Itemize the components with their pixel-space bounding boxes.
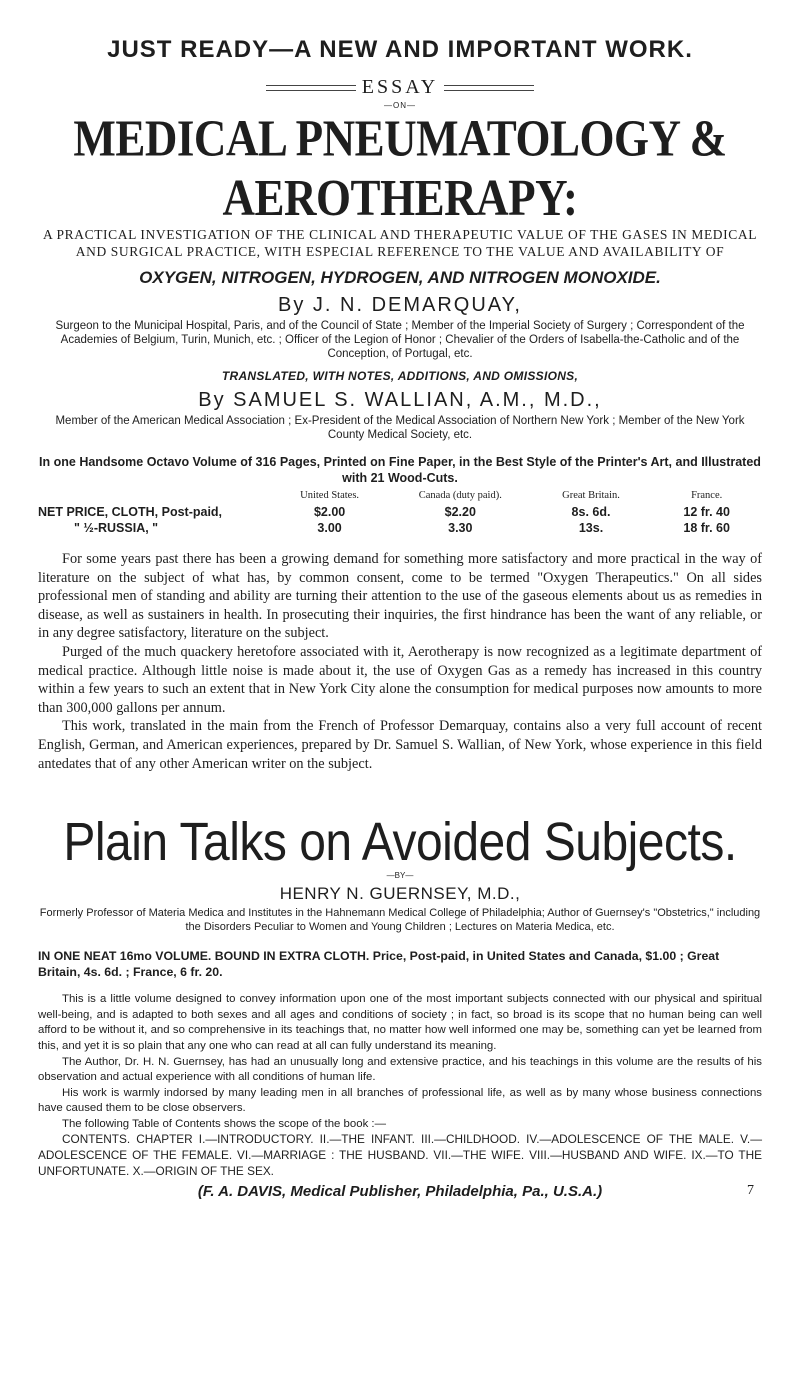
price-header: United States. [300, 490, 360, 501]
essay-label: ESSAY [361, 76, 439, 98]
footer [38, 1183, 762, 1200]
essay-heading [38, 76, 762, 99]
price-cell: $2.00 [313, 505, 346, 519]
plain-talks-volume-line: IN ONE NEAT 16mo VOLUME. BOUND IN EXTRA CLOTH. Price, Post-paid, in United States and Canada, $1.00 ; Great Britain, 4s. 6d. ; France, 6 fr. 20. [38, 949, 720, 980]
price-header-row [38, 488, 762, 504]
paragraph: Purged of the much quackery heretofore associated with it, Aerotherapy is now recognized as a legitimate department of medical practice. Although little noise is made about it, the use of Oxygen Gas as a remedy has increased in this country within a few years to such an extent that in New York City alone the consumption for medical purposes now amounts to more than 300,000 gallons per annum. [38, 643, 762, 716]
publisher-line: (F. A. DAVIS, Medical Publisher, Philadelphia, Pa., U.S.A.) [197, 1183, 603, 1201]
price-cell: $2.20 [444, 505, 476, 519]
price-table [38, 488, 762, 536]
gases-line: OXYGEN, NITROGEN, HYDROGEN, AND NITROGEN MONOXIDE. [139, 268, 661, 287]
price-row [38, 504, 762, 520]
by-label: —BY— [386, 871, 414, 881]
price-cell: 8s. 6d. [571, 505, 611, 519]
price-cell: 18 fr. 60 [683, 521, 730, 535]
essay-title: MEDICAL PNEUMATOLOGY & AEROTHERAPY: [73, 109, 727, 227]
price-cell: 3.00 [317, 521, 342, 535]
price-cell: 12 fr. 40 [683, 505, 730, 519]
translator-credentials: Member of the American Medical Association ; Ex-President of the Medical Association of Northern New York ; Member of the New York County Medical Society, etc. [55, 415, 745, 441]
essay-description [38, 550, 762, 773]
paragraph: This work, translated in the main from the French of Professor Demarquay, contains also a very full account of recent English, German, and American experiences, prepared by Dr. Samuel S. Wallian, of New York, whose experience in this field antedates that of any other American writer on the subject. [38, 718, 762, 772]
essay-subtitle: A PRACTICAL INVESTIGATION OF THE CLINICAL AND THERAPEUTIC VALUE OF THE GASES IN MEDICAL AND SURGICAL PRACTICE, WITH ESPECIAL REFERENCE TO THE VALUE AND AVAILABILITY OF [42, 227, 758, 259]
essay-author-credentials: Surgeon to the Municipal Hospital, Paris, and of the Council of State ; Member of the Imperial Society of Surgery ; Correspondent of the Academies of Belgium, Turin, Munich, etc. ; Officer of the Legion of Honor ; Chevalier of the Orders of Isabella-the-Catholic and of the Conception, of Portugal, etc. [55, 320, 745, 360]
price-cell: " ½-RUSSIA, " [74, 521, 159, 535]
plain-talks-author: HENRY N. GUERNSEY, M.D., [279, 884, 521, 904]
headline-block [38, 36, 762, 64]
plain-talks-credentials: Formerly Professor of Materia Medica and Institutes in the Hahnemann Medical College of Philadelphia; Author of Guernsey's "Obstetrics," including the Disorders Peculiar to Women and Young Children ; Lectures on Materia Medica, etc. [39, 907, 761, 933]
page-number: 7 [747, 1183, 754, 1199]
on-label: —ON— [384, 101, 416, 110]
price-header: Canada (duty paid). [418, 490, 502, 501]
table-of-contents: CONTENTS. CHAPTER I.—INTRODUCTORY. II.—THE INFANT. III.—CHILDHOOD. IV.—ADOLESCENCE OF THE MALE. V.—ADOLESCENCE OF THE FEMALE. VI.—MARRIAGE : THE HUSBAND. VII.—THE WIFE. VIII.—HUSBAND AND WIFE. IX.—TO THE UNFORTUNATE. X.—ORIGIN OF THE SEX. [38, 1132, 762, 1178]
translator: By SAMUEL S. WALLIAN, A.M., M.D., [198, 389, 602, 411]
headline: JUST READY—A NEW AND IMPORTANT WORK. [107, 36, 693, 63]
paragraph: The following Table of Contents shows the scope of the book :— [62, 1117, 386, 1130]
paragraph: His work is warmly indorsed by many leading men in all branches of professional life, as well as by many whose business connections have caused them to be close observers. [38, 1086, 762, 1115]
paragraph: The Author, Dr. H. N. Guernsey, has had an unusually long and extensive practice, and his teachings in this volume are the results of his observation and actual experience with all conditions of human life. [38, 1055, 762, 1084]
paragraph: This is a little volume designed to convey information upon one of the most important subjects connected with our physical and spiritual well-being, and is adapted to both sexes and all ages and conditions of society ; in fact, so broad is its scope that no human being can well afford to be without it, and so comprehensive in its teachings that, no matter how well informed one may be, something can yet be learned from this, and yet it is so plain that any one who can read at all can fully understand its meaning. [38, 993, 762, 1052]
price-row [38, 520, 762, 536]
essay-volume-line: In one Handsome Octavo Volume of 316 Pages, Printed on Fine Paper, in the Best Style of the Printer's Art, and Illustrated with 21 Wood-Cuts. [39, 455, 761, 485]
paragraph: For some years past there has been a growing demand for something more satisfactory and more practical in the way of literature on the subject of what has, by common consent, come to be termed "Oxygen Therapeutics." On all sides professional men of standing and ability are turning their attention to the use of the gaseous elements about us as remedies in disease, as well as sustainers in health. In prosecuting their inquiries, the first hindrance has been the want of any reliable, or in any degree satisfactory, literature on the subject. [38, 551, 762, 642]
ornamental-rule-right [444, 85, 534, 91]
plain-talks-title: Plain Talks on Avoided Subjects. [63, 812, 737, 873]
plain-talks-description [38, 992, 762, 1179]
essay-author: By J. N. DEMARQUAY, [278, 294, 522, 316]
translated-line: TRANSLATED, WITH NOTES, ADDITIONS, AND OMISSIONS, [221, 369, 579, 383]
price-header: France. [691, 490, 723, 501]
price-cell: NET PRICE, CLOTH, Post-paid, [38, 505, 223, 519]
price-cell: 3.30 [448, 521, 473, 535]
ornamental-rule-left [266, 85, 356, 91]
price-header [38, 488, 269, 504]
price-header: Great Britain. [562, 490, 620, 501]
price-cell: 13s. [578, 521, 604, 535]
